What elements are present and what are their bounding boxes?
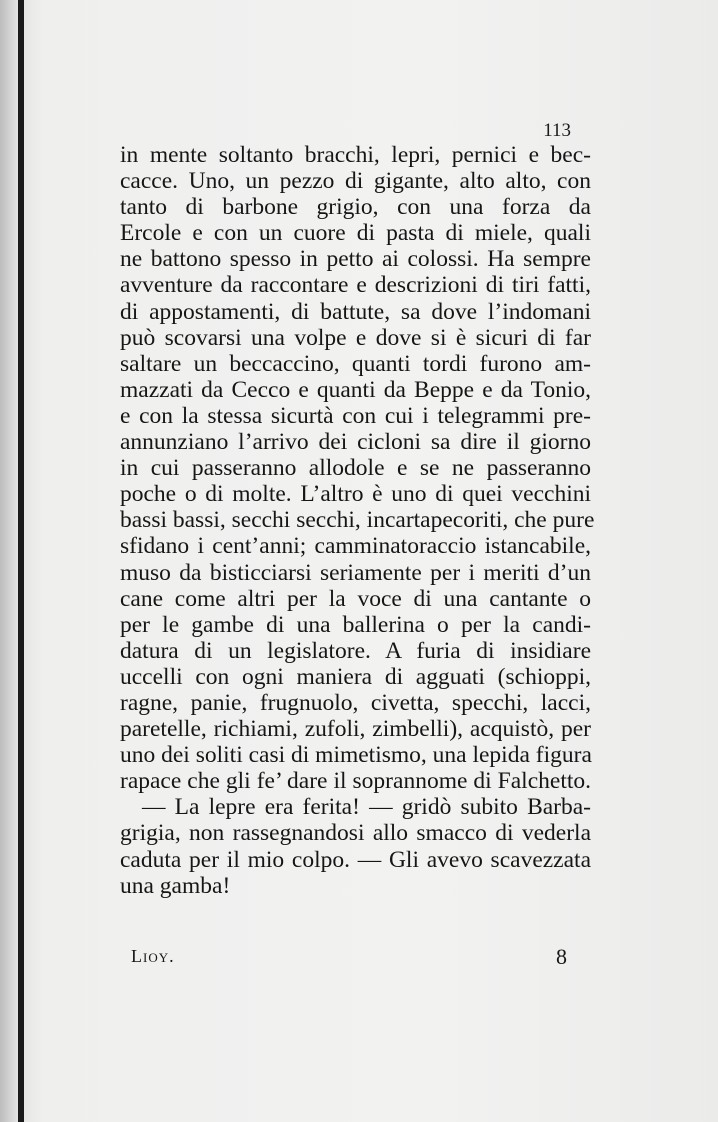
text-line: bassi bassi, secchi secchi, incartapecoriti, che pure: [120, 507, 595, 534]
text-line: avventure da raccontare e descrizioni di tiri fatti,: [120, 272, 591, 299]
text-line: caduta per il mio colpo. — Gli avevo scavezzata: [120, 846, 591, 873]
text-line: ne battono spesso in petto ai colossi. Ha sempre: [120, 246, 591, 273]
text-line: datura di un legislatore. A furia di insidiare: [120, 637, 591, 664]
text-line: cacce. Uno, un pezzo di gigante, alto alto, con: [120, 168, 591, 195]
page-number: 113: [543, 120, 571, 141]
text-line: tanto di barbone grigio, con una forza da: [120, 194, 591, 221]
text-line: mazzati da Cecco e quanti da Beppe e da Tonio,: [120, 376, 591, 403]
text-line: una gamba!: [120, 872, 231, 899]
text-line: può scovarsi una volpe e dove si è sicuri di far: [120, 324, 591, 351]
text-line: — La lepre era ferita! — gridò subito Barba-: [142, 794, 591, 821]
text-line: Ercole e con un cuore di pasta di miele, quali: [120, 220, 591, 247]
body-text: [120, 142, 595, 899]
signature-number: 8: [556, 944, 567, 969]
binding-edge: [18, 0, 24, 1122]
text-line: saltare un beccaccino, quanti tordi furono am-: [120, 350, 591, 377]
text-line: e con la stessa sicurtà con cui i telegrammi pre-: [120, 402, 591, 429]
text-line: cane come altri per la voce di una cantante o: [120, 585, 591, 612]
text-line: ragne, panie, frugnuolo, civetta, specchi, lacci,: [120, 689, 591, 716]
text-line: di appostamenti, di battute, sa dove l’indomani: [120, 298, 591, 325]
text-line: grigia, non rassegnandosi allo smacco di vederla: [120, 820, 591, 847]
signature-mark-lioy: Lioy.: [131, 946, 175, 966]
text-line: rapace che gli fe’ dare il soprannome di Falchetto.: [120, 768, 591, 795]
text-line: per le gambe di una ballerina o per la candi-: [120, 611, 591, 638]
text-line: sfidano i cent’anni; camminatoraccio istancabile,: [120, 533, 591, 560]
text-line: uno dei soliti casi di mimetismo, una lepida figura: [120, 742, 592, 769]
text-line: poche o di molte. L’altro è uno di quei vecchini: [120, 481, 591, 508]
text-line: muso da bisticciarsi seriamente per i meriti d’un: [120, 559, 591, 586]
text-line: in cui passeranno allodole e se ne passeranno: [120, 455, 591, 482]
text-line: uccelli con ogni maniera di agguati (schioppi,: [120, 663, 591, 690]
text-line: annunziano l’arrivo dei cicloni sa dire il giorno: [120, 429, 591, 456]
text-line: paretelle, richiami, zufoli, zimbelli), acquistò, per: [120, 716, 591, 743]
binding-shadow: [0, 0, 18, 1122]
text-line: in mente soltanto bracchi, lepri, pernici e bec-: [120, 142, 591, 168]
